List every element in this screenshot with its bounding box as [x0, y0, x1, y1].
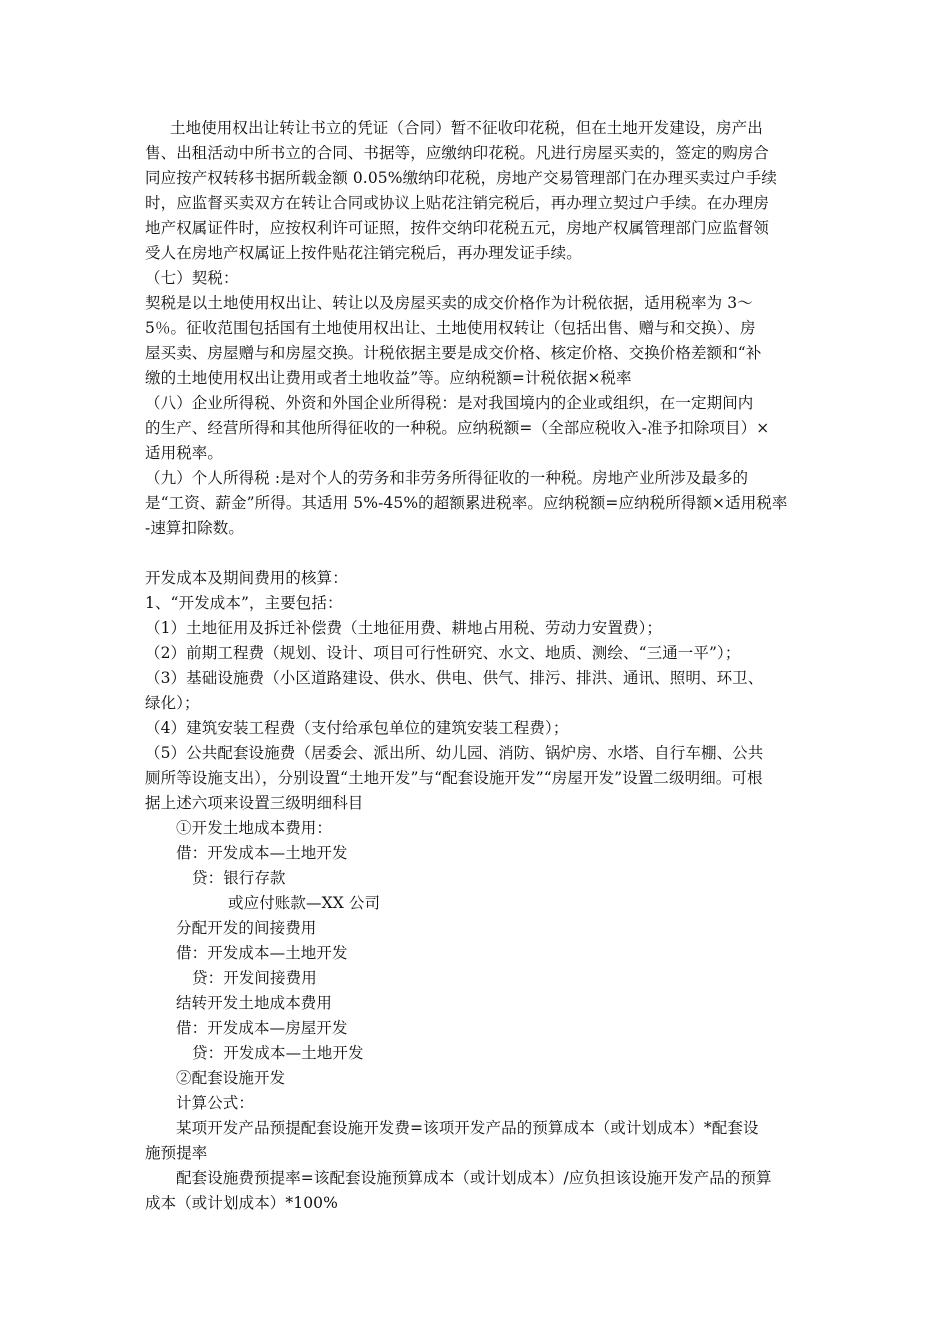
list-heading: 1、“开发成本”，主要包括： [145, 594, 343, 612]
list-item: （2）前期工程费（规划、设计、项目可行性研究、水文、地质、测绘、“三通一平”）； [145, 644, 741, 662]
paragraph-line: 地产权属证件时，应按权利许可证照，按件交纳印花税五元，房地产权属管理部门应监督领 [145, 219, 770, 237]
list-item: （5）公共配套设施费（居委会、派出所、幼儿园、消防、锅炉房、水塔、自行车棚、公共 [145, 744, 764, 762]
formula-line: 施预提率 [145, 1144, 208, 1162]
subsection-heading: 分配开发的间接费用 [176, 919, 317, 937]
list-item: （1）土地征用及拆迁补偿费（土地征用费、耕地占用税、劳动力安置费）； [145, 619, 663, 637]
paragraph-line: （九）个人所得税 :是对个人的劳务和非劳务所得征收的一种税。房地产业所涉及最多的 [145, 469, 749, 487]
paragraph-line: 的生产、经营所得和其他所得征收的一种税。应纳税额=（全部应税收入-准予扣除项目）× [145, 419, 770, 437]
paragraph-line: 缴的土地使用权出让费用或者土地收益”等。应纳税额=计税依据×税率 [145, 369, 632, 387]
journal-debit: 借：开发成本—土地开发 [176, 844, 348, 862]
section-title: 开发成本及期间费用的核算： [145, 569, 348, 587]
journal-credit: 贷：开发成本—土地开发 [192, 1044, 364, 1062]
paragraph-line: 契税是以土地使用权出让、转让以及房屋买卖的成交价格作为计税依据，适用税率为 3～ [145, 294, 753, 312]
paragraph-line: 同应按产权转移书据所载金额 0.05%缴纳印花税，房地产交易管理部门在办理买卖过户手续 [145, 169, 777, 187]
formula-line: 某项开发产品预提配套设施开发费=该项开发产品的预算成本（或计划成本）*配套设 [176, 1119, 759, 1137]
journal-credit: 贷：开发间接费用 [192, 969, 317, 987]
paragraph-line: （八）企业所得税、外资和外国企业所得税：是对我国境内的企业或组织，在一定期间内 [145, 394, 754, 412]
paragraph-line: 土地使用权出让转让书立的凭证（合同）暂不征收印花税，但在土地开发建设，房产出 [170, 119, 763, 137]
list-item: （4）建筑安装工程费（支付给承包单位的建筑安装工程费）； [145, 719, 569, 737]
list-item: 据上述六项来设置三级明细科目 [145, 794, 364, 812]
formula-line: 成本（或计划成本）*100% [145, 1194, 338, 1212]
list-item: 绿化）； [145, 694, 200, 712]
formula-line: 配套设施费预提率=该配套设施预算成本（或计划成本）/应负担该设施开发产品的预算 [176, 1169, 772, 1187]
journal-credit: 贷：银行存款 [192, 869, 286, 887]
paragraph-line: 5％。征收范围包括国有土地使用权出让、土地使用权转让（包括出售、赠与和交换）、房 [145, 319, 756, 337]
paragraph-line: 时，应监督买卖双方在转让合同或协议上贴花注销完税后，再办理立契过户手续。在办理房 [145, 194, 770, 212]
paragraph-line: 受人在房地产权属证上按件贴花注销完税后，再办理发证手续。 [145, 244, 582, 262]
paragraph-line: 屋买卖、房屋赠与和房屋交换。计税依据主要是成交价格、核定价格、交换价格差额和“补 [145, 344, 762, 362]
subsection-heading: ①开发土地成本费用： [176, 819, 333, 837]
subsection-heading: ②配套设施开发 [176, 1069, 286, 1087]
journal-debit: 借：开发成本—土地开发 [176, 944, 348, 962]
subsection-heading: 结转开发土地成本费用 [176, 994, 333, 1012]
paragraph-line: 是“工资、薪金”所得。其适用 5%-45%的超额累进税率。应纳税额=应纳税所得额×适用税率 [145, 494, 788, 512]
paragraph-line: 适用税率。 [145, 444, 224, 462]
formula-heading: 计算公式： [176, 1094, 255, 1112]
list-item: （3）基础设施费（小区道路建设、供水、供电、供气、排污、排洪、通讯、照明、环卫、 [145, 669, 764, 687]
paragraph-line: -速算扣除数。 [145, 519, 244, 537]
journal-credit: 或应付账款—XX 公司 [228, 894, 381, 912]
paragraph-line: 售、出租活动中所书立的合同、书据等，应缴纳印花税。凡进行房屋买卖的，签定的购房合 [145, 144, 770, 162]
list-item: 厕所等设施支出），分别设置“土地开发”与“配套设施开发”“房屋开发”设置二级明细。可根 [145, 769, 763, 787]
journal-debit: 借：开发成本—房屋开发 [176, 1019, 348, 1037]
section-heading: （七）契税： [145, 269, 239, 287]
